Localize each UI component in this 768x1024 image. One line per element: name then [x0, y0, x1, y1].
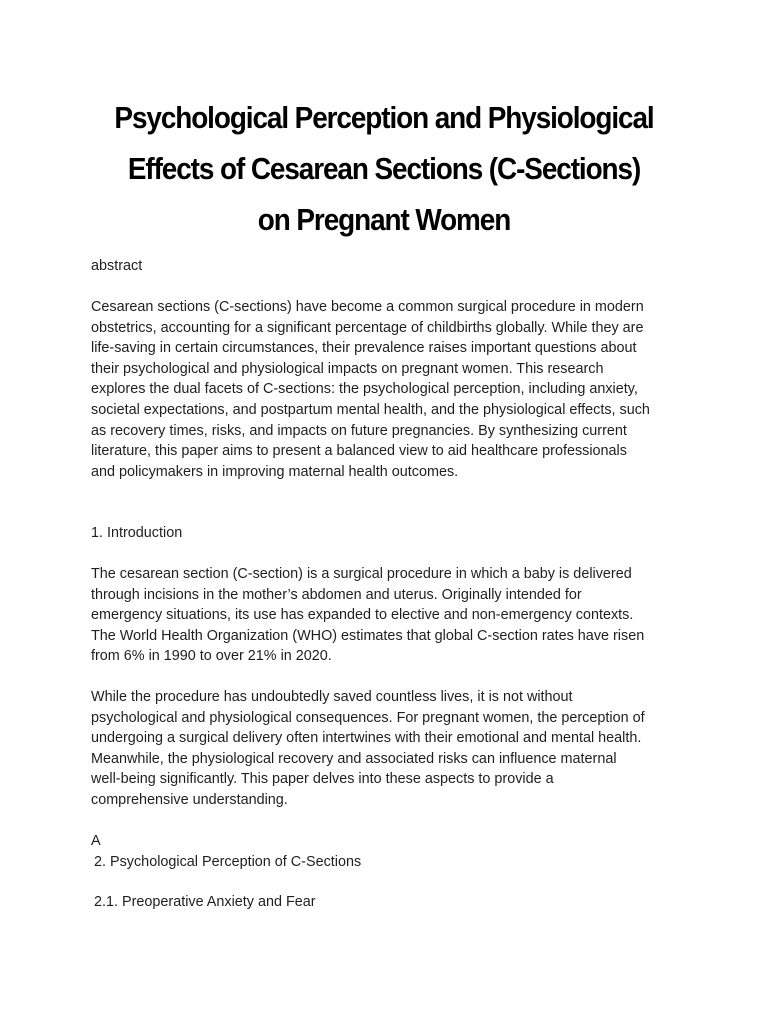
text-line: Cesarean sections (C-sections) have become a common surgical procedure in modern [91, 299, 644, 315]
section-2-heading: 2. Psychological Perception of C-Sections [94, 854, 362, 870]
title-line: on Pregnant Women [257, 202, 511, 237]
text-line: societal expectations, and postpartum mental health, and the physiological effects, such [91, 401, 650, 418]
paper-title [92, 92, 675, 245]
text-line: well-being significantly. This paper delves into these aspects to provide a [91, 771, 554, 788]
title-line: Effects of Cesarean Sections (C-Sections) [127, 151, 641, 186]
text-line: and policymakers in improving maternal health outcomes. [91, 463, 459, 480]
text-line: from 6% in 1990 to over 21% in 2020. [91, 648, 332, 665]
abstract-paragraph [91, 297, 691, 482]
title-line: Psychological Perception and Physiological [114, 100, 654, 135]
text-line: comprehensive understanding. [91, 791, 288, 808]
introduction-heading: 1. Introduction [91, 525, 183, 541]
stray-letter: A [91, 833, 101, 849]
introduction-paragraph-2 [91, 687, 691, 811]
text-line: as recovery times, risks, and impacts on future pregnancies. By synthesizing current [91, 422, 627, 439]
text-line: explores the dual facets of C-sections: the psychological perception, including anxiety, [91, 381, 638, 398]
text-line: The cesarean section (C-section) is a surgical procedure in which a baby is delivered [91, 566, 632, 582]
text-line: through incisions in the mother’s abdomen and uterus. Originally intended for [91, 586, 582, 603]
text-line: their psychological and physiological impacts on pregnant women. This research [91, 360, 604, 377]
text-line: literature, this paper aims to present a balanced view to aid healthcare professionals [91, 443, 627, 460]
text-line: The World Health Organization (WHO) estimates that global C-section rates have risen [91, 627, 645, 644]
text-line: While the procedure has undoubtedly saved countless lives, it is not without [91, 689, 573, 705]
abstract-label: abstract [91, 258, 143, 274]
text-line: emergency situations, its use has expanded to elective and non-emergency contexts. [91, 607, 634, 624]
introduction-paragraph-1 [91, 564, 691, 667]
text-line: undergoing a surgical delivery often intertwines with their emotional and mental health. [91, 730, 642, 747]
text-line: life-saving in certain circumstances, their prevalence raises important questions about [91, 340, 637, 357]
text-line: obstetrics, accounting for a significant percentage of childbirths globally. While they are [91, 319, 644, 336]
section-2-1-heading: 2.1. Preoperative Anxiety and Fear [94, 894, 316, 910]
text-line: Meanwhile, the physiological recovery and associated risks can influence maternal [91, 750, 617, 767]
text-line: psychological and physiological consequences. For pregnant women, the perception of [91, 709, 645, 726]
